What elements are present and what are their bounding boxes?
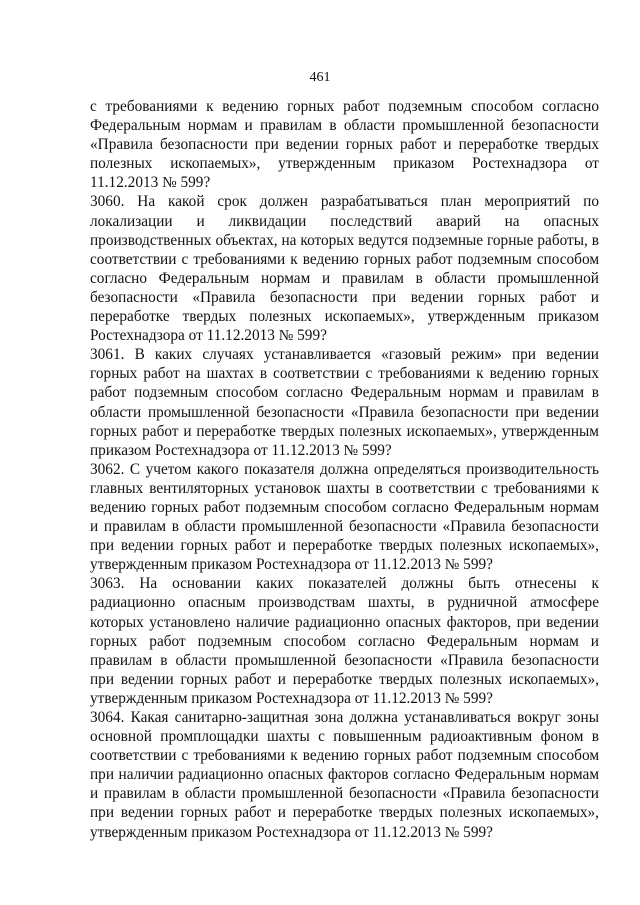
page-number: 461 <box>309 70 331 85</box>
page-content <box>90 97 599 842</box>
paragraph-continuation: с требованиями к ведению горных работ подземным способом согласно Федеральным нормам и правилам в области промышленной безопасности «Правила безопасности при ведении горных работ и переработке твердых полезных ископаемых», утвержденным приказом Ростехнадзора от 11.12.2013 № 599? <box>90 98 599 192</box>
question-3060: 3060. На какой срок должен разрабатываться план мероприятий по локализации и ликвидации последствий аварий на опасных производственных объектах, на которых ведутся подземные горные работы, в соответствии с требованиями к ведению горных работ подземным способом согласно Федеральным нормам и правилам в области промышленной безопасности «Правила безопасности при ведении горных работ и переработке твердых полезных ископаемых», утвержденным приказом Ростехнадзора от 11.12.2013 № 599? <box>90 193 599 345</box>
question-3061: 3061. В каких случаях устанавливается «газовый режим» при ведении горных работ на шахтах в соответствии с требованиями к ведению горных работ подземным способом согласно Федеральным нормам и правилам в области промышленной безопасности «Правила безопасности при ведении горных работ и переработке твердых полезных ископаемых», утвержденным приказом Ростехнадзора от 11.12.2013 № 599? <box>90 346 599 459</box>
question-3064: 3064. Какая санитарно-защитная зона должна устанавливаться вокруг зоны основной промплощадки шахты с повышенным радиоактивным фоном в соответствии с требованиями к ведению горных работ подземным способом при наличии радиационно опасных факторов согласно Федеральным нормам и правилам в области промышленной безопасности «Правила безопасности при ведении горных работ и переработке твердых полезных ископаемых», утвержденным приказом Ростехнадзора от 11.12.2013 № 599? <box>90 709 599 841</box>
question-3062: 3062. С учетом какого показателя должна определяться производительность главных вентиляторных установок шахты в соответствии с требованиями к ведению горных работ подземным способом согласно Федеральным нормам и правилам в области промышленной безопасности «Правила безопасности при ведении горных работ и переработке твердых полезных ископаемых», утвержденным приказом Ростехнадзора от 11.12.2013 № 599? <box>90 460 599 574</box>
question-3063: 3063. На основании каких показателей должны быть отнесены к радиационно опасным производствам шахты, в рудничной атмосфере которых установлено наличие радиационно опасных факторов, при ведении горных работ подземным способом согласно Федеральным нормам и правилам в области промышленной безопасности «Правила безопасности при ведении горных работ и переработке твердых полезных ископаемых», утвержденным приказом Ростехнадзора от 11.12.2013 № 599? <box>90 575 599 707</box>
